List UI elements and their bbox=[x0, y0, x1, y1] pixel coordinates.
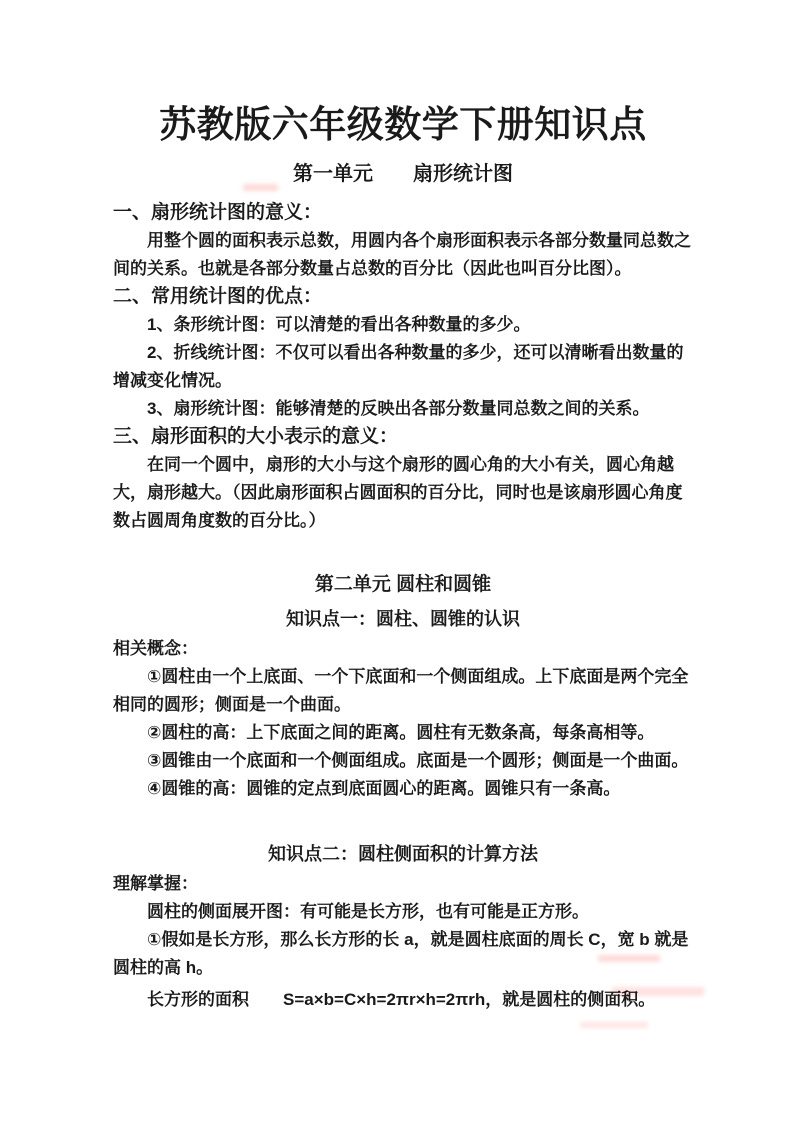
unit1-heading: 第一单元 扇形统计图 bbox=[293, 163, 513, 185]
knowledge-point2-heading: 知识点二：圆柱侧面积的计算方法 bbox=[268, 844, 538, 864]
knowledge-point1-heading: 知识点一：圆柱、圆锥的认识 bbox=[286, 609, 520, 629]
section3-body: 在同一个圆中，扇形的大小与这个扇形的圆心角的大小有关，圆心角越大，扇形越大。（因此扇形面积占圆面积的百分比，同时也是该扇形圆心角度数占圆周角度数的百分比。） bbox=[113, 455, 683, 530]
scan-artifact-smudge bbox=[580, 1022, 648, 1028]
section1-body: 用整个圆的面积表示总数，用圆内各个扇形面积表示各部分数量同总数之间的关系。也就是各部分数量占总数的百分比（因此也叫百分比图）。 bbox=[113, 231, 691, 278]
section2-heading: 二、常用统计图的优点： bbox=[113, 286, 323, 307]
kp2-line-1: 圆柱的侧面展开图：有可能是长方形，也有可能是正方形。 bbox=[147, 902, 589, 921]
knowledge-point1-label: 相关概念： bbox=[113, 639, 198, 658]
document-title: 苏教版六年级数学下册知识点 bbox=[159, 104, 647, 145]
unit2-heading: 第二单元 圆柱和圆锥 bbox=[314, 574, 492, 595]
kp1-item-2: ②圆柱的高：上下底面之间的距离。圆柱有无数条高，每条高相等。 bbox=[147, 723, 655, 742]
kp2-line-2: ①假如是长方形，那么长方形的长 a，就是圆柱底面的周长 C，宽 b 就是圆柱的高 h。 bbox=[113, 930, 689, 977]
section1-heading: 一、扇形统计图的意义： bbox=[113, 202, 323, 223]
section2-item-3: 3、扇形统计图：能够清楚的反映出各部分数量同总数之间的关系。 bbox=[147, 399, 650, 418]
kp1-item-4: ④圆锥的高：圆锥的定点到底面圆心的距离。圆锥只有一条高。 bbox=[147, 779, 621, 798]
section3-heading: 三、扇形面积的大小表示的意义： bbox=[113, 426, 399, 447]
knowledge-point2-label: 理解掌握： bbox=[113, 874, 198, 893]
section2-item-2: 2、折线统计图：不仅可以看出各种数量的多少，还可以清晰看出数量的增减变化情况。 bbox=[113, 343, 684, 390]
section2-item-1: 1、条形统计图：可以清楚的看出各种数量的多少。 bbox=[147, 315, 531, 334]
kp1-item-3: ③圆锥由一个底面和一个侧面组成。底面是一个圆形；侧面是一个曲面。 bbox=[147, 751, 689, 770]
kp2-formula-line: 长方形的面积 S=a×b=C×h=2πr×h=2πrh，就是圆柱的侧面积。 bbox=[147, 990, 656, 1009]
kp1-item-1: ①圆柱由一个上底面、一个下底面和一个侧面组成。上下底面是两个完全相同的圆形；侧面是一个曲面。 bbox=[113, 667, 689, 714]
document-content bbox=[113, 0, 693, 1014]
